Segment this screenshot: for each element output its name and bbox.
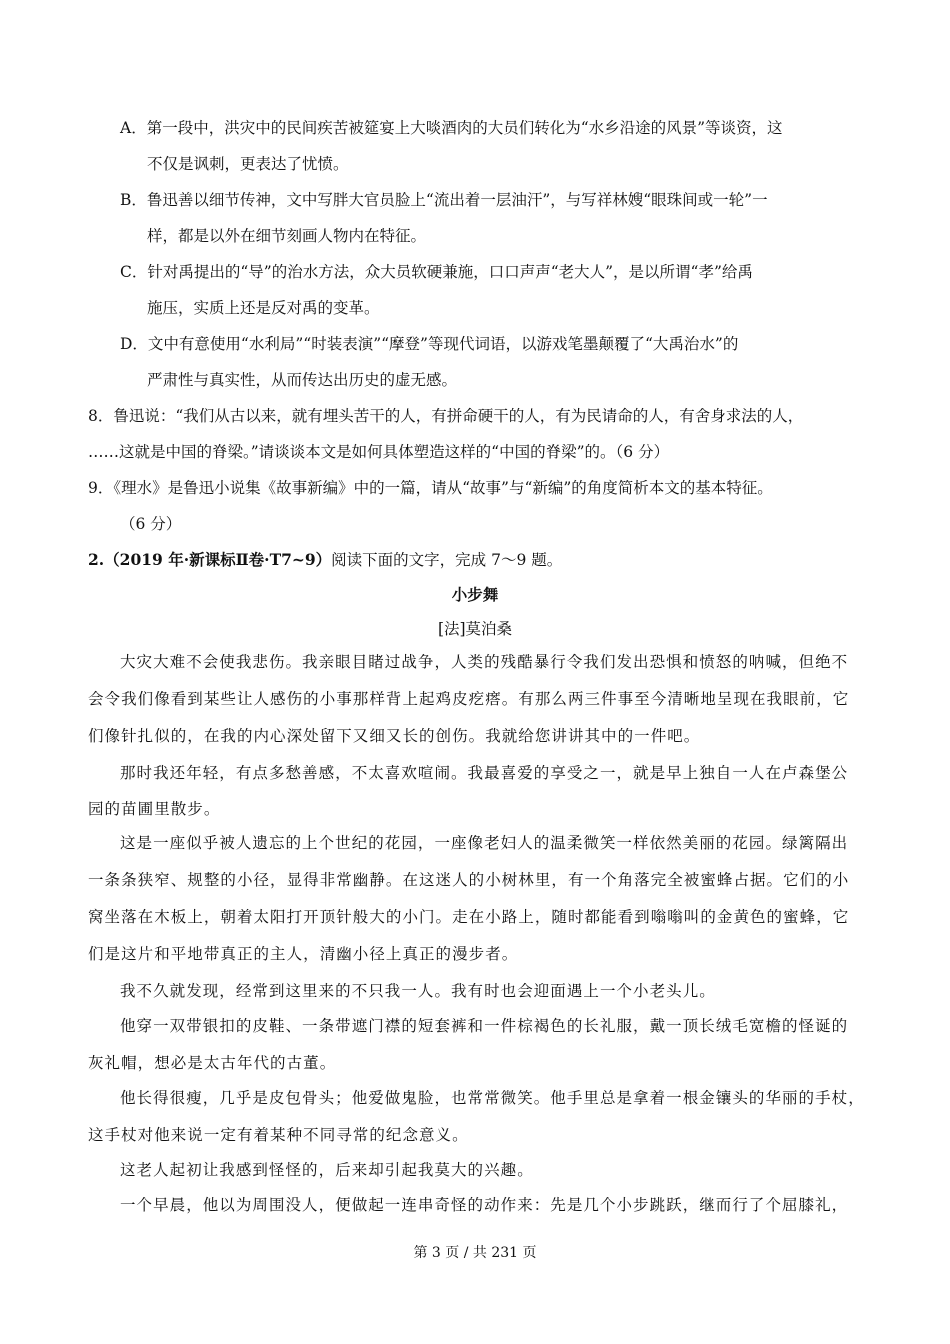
- story-line: 我不久就发现，经常到这里来的不只我一人。我有时也会迎面遇上一个小老头儿。: [120, 982, 716, 1000]
- story-line: 一个早晨，他以为周围没人，便做起一连串奇怪的动作来：先是几个小步跳跃，继而行了个屈膝礼，: [120, 1196, 849, 1214]
- story-line: 他长得很瘦，几乎是皮包骨头；他爱做鬼脸，也常常微笑。他手里总是拿着一根金镶头的华丽的手杖，: [120, 1089, 865, 1107]
- story-line: 窝坐落在木板上，朝着太阳打开顶针般大的小门。走在小路上，随时都能看到嗡嗡叫的金黄色的蜜蜂，它: [88, 908, 850, 926]
- story-line: 园的苗圃里散步。: [88, 800, 221, 818]
- question-9-line-1: 9．《理水》是鲁迅小说集《故事新编》中的一篇，请从“故事”与“新编”的角度简析本文的基本特征。: [88, 479, 773, 497]
- option-c-line-2: 施压，实质上还是反对禹的变革。: [147, 299, 380, 317]
- story-line: 会令我们像看到某些让人感伤的小事那样背上起鸡皮疙瘩。有那么两三件事至今清晰地呈现在我眼前，它: [88, 690, 850, 708]
- option-d-line-2: 严肃性与真实性，从而传达出历史的虚无感。: [147, 371, 458, 389]
- page-footer: 第 3 页 / 共 231 页: [413, 1245, 537, 1261]
- story-line: 们像针扎似的，在我的内心深处留下又细又长的创伤。我就给您讲讲其中的一件吧。: [88, 727, 701, 745]
- option-a-line-2: 不仅是讽刺，更表达了忧愤。: [147, 155, 349, 173]
- story-line: 那时我还年轻，有点多愁善感，不太喜欢喧闹。我最喜爱的享受之一，就是早上独自一人在卢森堡公: [120, 764, 849, 782]
- question-9-line-2: （6 分）: [120, 515, 182, 533]
- question-8-line-1: 8．鲁迅说：“我们从古以来，就有埋头苦干的人，有拼命硬干的人，有为民请命的人，有舍身求法的人，: [88, 407, 804, 425]
- question-8-line-2: ……这就是中国的脊梁。”请谈谈本文是如何具体塑造这样的“中国的脊梁”的。（6 分）: [88, 443, 670, 461]
- option-b-line-2: 样，都是以外在细节刻画人物内在特征。: [147, 227, 427, 245]
- section-2-label: 2.（2019 年·新课标Ⅱ卷·T7~9）: [88, 550, 332, 569]
- section-2-header: [88, 550, 562, 570]
- section-2-instruction: 阅读下面的文字，完成 7～9 题。: [331, 551, 563, 569]
- option-a-line-1: A．第一段中，洪灾中的民间疾苦被筵宴上大啖酒肉的大员们转化为“水乡沿途的风景”等谈资，这: [120, 119, 783, 137]
- story-line: 这手杖对他来说一定有着某种不同寻常的纪念意义。: [88, 1126, 469, 1144]
- story-title: 小步舞: [451, 585, 499, 604]
- option-d-line-1: D．文中有意使用“水利局”“时装表演”“摩登”等现代词语，以游戏笔墨颠覆了“大禹治水”的: [120, 335, 739, 353]
- story-author: [法]莫泊桑: [437, 620, 513, 638]
- option-c-line-1: C．针对禹提出的“导”的治水方法，众大员软硬兼施，口口声声“老大人”，是以所谓“孝”给禹: [120, 263, 753, 281]
- option-b-line-1: B．鲁迅善以细节传神，文中写胖大官员脸上“流出着一层油汗”，与写祥林嫂“眼珠间或一轮”一: [120, 191, 768, 209]
- story-line: 们是这片和平地带真正的主人，清幽小径上真正的漫步者。: [88, 945, 519, 963]
- story-line: 他穿一双带银扣的皮鞋、一条带遮门襟的短套裤和一件棕褐色的长礼服，戴一顶长绒毛宽檐的怪诞的: [120, 1017, 849, 1035]
- story-line: 大灾大难不会使我悲伤。我亲眼目睹过战争，人类的残酷暴行令我们发出恐惧和愤怒的呐喊，但绝不: [120, 653, 849, 671]
- story-line: 这老人起初让我感到怪怪的，后来却引起我莫大的兴趣。: [120, 1161, 534, 1179]
- story-line: 灰礼帽，想必是太古年代的古董。: [88, 1054, 337, 1072]
- story-line: 一条条狭窄、规整的小径，显得非常幽静。在这迷人的小树林里，有一个角落完全被蜜蜂占据。它们的小: [88, 871, 850, 889]
- story-line: 这是一座似乎被人遗忘的上个世纪的花园，一座像老妇人的温柔微笑一样依然美丽的花园。绿篱隔出: [120, 834, 849, 852]
